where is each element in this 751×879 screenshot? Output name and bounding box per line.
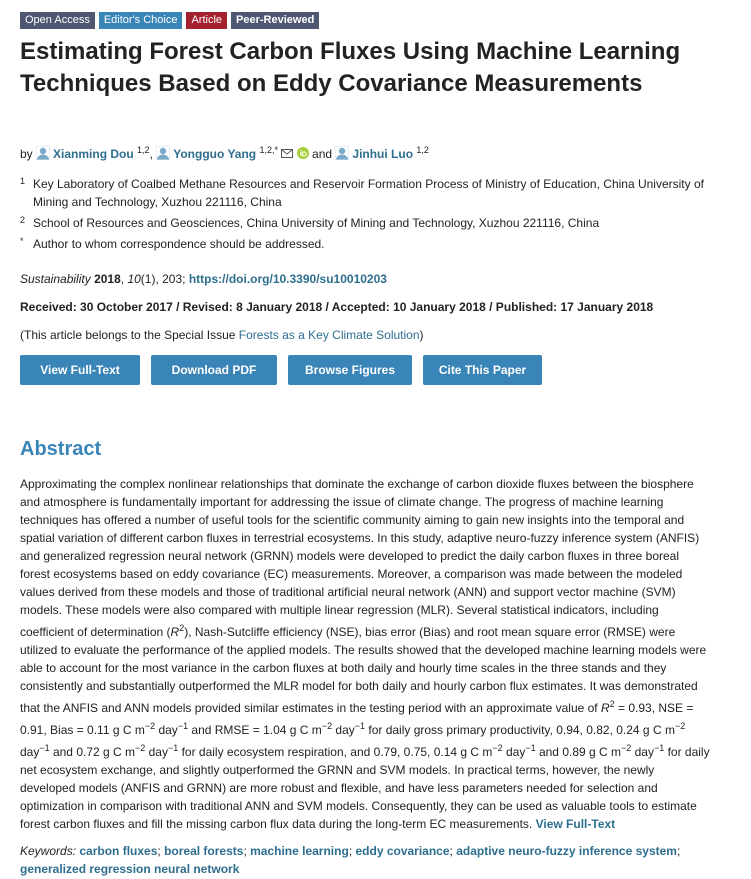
keywords: Keywords: carbon fluxes; boreal forests; machine learning; eddy covariance; adaptive neuro-fuzzy inference system; generalized regression neural network (20, 844, 681, 876)
abstract-text: Approximating the complex nonlinear relationships that dominate the exchange of carbon dioxide fluxes between the biosphere and atmosphere is fundamentally important for addressing the issue of climate change. The progress of machine learning techniques has offered a number of useful tools for the scientific community aiming to gain new insights into the temporal and spatial variation of different carbon fluxes in terrestrial ecosystems. In this study, adaptive neuro-fuzzy inference system (ANFIS) and generalized regression neural network (GRNN) models were developed to predict the daily carbon fluxes in three boreal forest ecosystems based on eddy covariance (EC) measurements. Moreover, a comparison was made between the modeled values derived from these models and those of traditional artificial neural network (ANN) and support vector machine (SVM) models. These models were also compared with multiple linear regression (MLR). Several statistical indicators, including coefficient of determination $(R^2)$, Nash-Sutcliffe efficiency (NSE), bias error (Bias) and root mean square error (RMSE) were utilized to evaluate the performance of the applied models. The results showed that the developed machine learning models were able to account for the most variance in the carbon fluxes at both daily and hourly time scales in the three stands and they consistently and substantially outperformed the MLR model for both daily and hourly carbon flux estimates. It was demonstrated that the ANFIS and ANN models provided similar estimates in the testing period with an approximate value of $R^2 = 0.93$, NSE = 0.91, Bias = 0.11 g C $m^{-2}$ day$^{-1}$ and RMSE = 1.04 g C $m^{-2}$ day$^{-1}$ for daily gross primary productivity, 0.94, 0.82, 0.24 g C $m^{-2}$ day$^{-1}$ and 0.72 g C $m^{-2}$ day$^{-1}$ for daily ecosystem respiration, and 0.79, 0.75, 0.14 g C $m^{-2}$ day$^{-1}$ and 0.89 g C $m^{-2}$ day$^{-1}$ for daily net ecosystem exchange, and slightly outperformed the GRNN and SVM models. In practical terms, however, the newly developed models (ANFIS and GRNN) are more robust and flexible, and have less parameters needed for selection and optimization in comparison with traditional ANN and SVM models. Consequently, they can be used as valuable tools to estimate forest carbon fluxes and fill the missing carbon flux data during the long-term EC measurements. View Full-Text (20, 477, 710, 831)
affiliation-text: School of Resources and Geosciences, China University of Mining and Technology, Xuzhou 221116, China (33, 216, 600, 230)
view-full-text-button[interactable]: View Full-Text (20, 355, 140, 385)
citation-year: 2018 (94, 272, 121, 286)
badges (20, 12, 319, 29)
abstract-heading: Abstract (20, 438, 102, 460)
keyword-link[interactable]: carbon fluxes (79, 844, 158, 858)
article-title: Estimating Forest Carbon Fluxes Using Machine Learning Techniques Based on Eddy Covariance Measurements (20, 38, 681, 97)
email-icon[interactable] (281, 149, 293, 158)
keywords-label: Keywords: (20, 844, 77, 858)
keyword-link[interactable]: generalized regression neural network (20, 862, 240, 876)
editors-choice-badge[interactable]: Editor's Choice (99, 12, 183, 29)
article-actions (20, 355, 542, 385)
special-issue-prefix: (This article belongs to the Special Issue (20, 328, 239, 342)
author-link-luo[interactable]: Jinhui Luo (352, 147, 414, 161)
article-badge: Article (186, 12, 227, 29)
affiliation-number: * (20, 236, 24, 246)
author-link-dou[interactable]: Xianming Dou (53, 147, 134, 161)
author-link-yang[interactable]: Yongguo Yang (173, 147, 257, 161)
affiliation-text: Key Laboratory of Coalbed Methane Resources and Reservoir Formation Process of Ministry of Education, China University of Mining and Technology, Xuzhou 221116, China (33, 177, 704, 209)
open-access-badge[interactable]: Open Access (20, 12, 95, 29)
and-label: and (312, 147, 333, 161)
publication-dates: Received: 30 October 2017 / Revised: 8 January 2018 / Accepted: 10 January 2018 / Published: 17 January 2018 (20, 300, 654, 314)
affiliation-corresponding (20, 235, 710, 253)
author-affil-sup: 1,2 (416, 145, 429, 155)
peer-reviewed-badge[interactable]: Peer-Reviewed (231, 12, 319, 29)
author-affil-sup: 1,2,* (259, 145, 278, 155)
citation-issue: (1), 203; (140, 272, 186, 286)
special-issue-link[interactable]: Forests as a Key Climate Solution (238, 328, 420, 342)
special-issue-note (20, 328, 424, 342)
by-label: by (20, 147, 33, 161)
keyword-link[interactable]: machine learning (250, 844, 349, 858)
author-icon (335, 146, 349, 160)
abstract-view-full-text-link[interactable]: View Full-Text (535, 817, 616, 831)
affiliation-text: Author to whom correspondence should be addressed. (33, 237, 325, 251)
cite-this-paper-button[interactable]: Cite This Paper (423, 355, 542, 385)
affiliation-number: 1 (20, 176, 26, 186)
affiliation-1 (20, 175, 710, 211)
author-list: by Xianming Dou $^{1,2}$, Yongguo Yang $^{1,2,*}$ and Jinhui Luo $^{1,2}$ (20, 145, 429, 161)
orcid-icon[interactable] (297, 147, 309, 159)
keyword-link[interactable]: adaptive neuro-fuzzy inference system (456, 844, 677, 858)
citation-volume: 10 (127, 272, 141, 286)
author-affil-sup: 1,2 (137, 145, 150, 155)
special-issue-suffix: ) (419, 328, 424, 342)
affiliation-number: 2 (20, 215, 26, 225)
journal-name: Sustainability (20, 272, 91, 286)
author-icon (36, 146, 50, 160)
download-pdf-button[interactable]: Download PDF (151, 355, 277, 385)
affiliation-2 (20, 214, 710, 232)
doi-link[interactable]: https://doi.org/10.3390/su10010203 (188, 272, 387, 286)
keyword-link[interactable]: eddy covariance (355, 844, 450, 858)
citation-line: Sustainability 2018, 10(1), 203; https://doi.org/10.3390/su10010203 (20, 272, 387, 286)
author-icon (156, 146, 170, 160)
keyword-link[interactable]: boreal forests (164, 844, 244, 858)
browse-figures-button[interactable]: Browse Figures (288, 355, 412, 385)
